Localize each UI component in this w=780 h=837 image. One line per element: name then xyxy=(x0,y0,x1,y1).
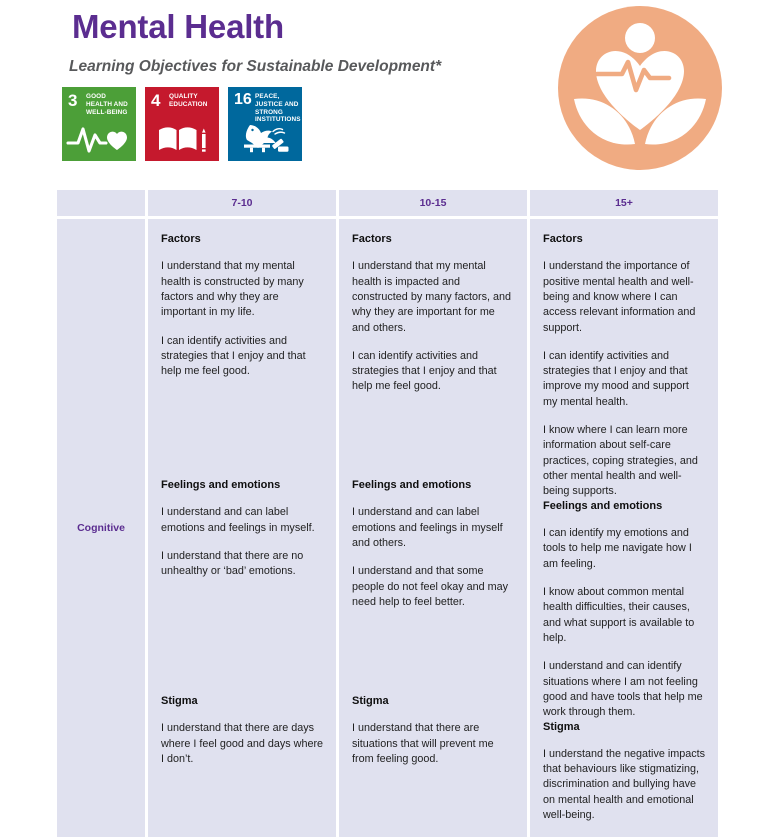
dove-gavel-icon xyxy=(228,117,302,157)
row-label-cognitive: Cognitive xyxy=(57,219,145,837)
table-row xyxy=(57,219,718,837)
section-paragraph: I can identify activities and strategies that I enjoy and that help me feel good. xyxy=(352,349,497,393)
sdg-badge-row xyxy=(62,87,302,161)
section-paragraph: I understand the negative impacts that behaviours like stigmatizing, discrimination and bullying have on mental health and emotional well-being. xyxy=(543,747,706,822)
section-paragraph: I can identify activities and strategies that I enjoy and that improve my mood and support my mental health. xyxy=(543,349,689,408)
table-header-corner xyxy=(57,190,145,216)
table-header-age-10-15: 10-15 xyxy=(339,190,527,216)
section-paragraph: I understand and that some people do not feel okay and may need help to feel better. xyxy=(352,565,509,608)
section-title: Feelings and emotions xyxy=(161,479,281,491)
section-stigma xyxy=(161,695,324,785)
section-feelings-and-emotions xyxy=(543,500,706,721)
section-paragraph: I know where I can learn more information about self-care practices, coping strategies, and other mental health and well-being supports. xyxy=(543,424,698,498)
section-title: Factors xyxy=(352,233,392,245)
section-paragraph: I understand that my mental health is constructed by many factors and why they are important in my life. xyxy=(161,260,304,319)
section-paragraph: I understand and can label emotions and feelings in myself. xyxy=(161,506,315,534)
section-feelings-and-emotions xyxy=(161,479,324,695)
section-paragraph: I can identify my emotions and tools to help me navigate how I am feeling. xyxy=(543,526,692,570)
sdg-badge-3 xyxy=(62,87,136,161)
section-factors xyxy=(352,233,515,479)
section-paragraph: I understand that there are situations that will prevent me from feeling good. xyxy=(352,722,494,765)
section-title: Factors xyxy=(161,233,201,245)
sdg-badge-3-label: GOOD HEALTH AND WELL-BEING xyxy=(86,93,128,116)
section-paragraph: I know about common mental health difficulties, their causes, and what support is available to help. xyxy=(543,585,695,644)
sdg-badge-4-number: 4 xyxy=(151,91,161,110)
section-factors xyxy=(543,233,706,500)
section-title: Feelings and emotions xyxy=(352,479,472,491)
section-paragraph: I can identify activities and strategies that I enjoy and that help me feel good. xyxy=(161,334,306,378)
section-paragraph: I understand that there are no unhealthy or ‘bad’ emotions. xyxy=(161,549,304,578)
section-title: Stigma xyxy=(352,695,389,707)
open-book-pencil-icon xyxy=(145,117,219,157)
heartbeat-heart-icon xyxy=(62,117,136,157)
cell-cognitive-7-10 xyxy=(148,219,336,837)
section-paragraph: I understand that there are days where I feel good and days where I don’t. xyxy=(161,722,324,765)
table-header-age-7-10: 7-10 xyxy=(148,190,336,216)
section-stigma xyxy=(352,695,515,785)
sdg-badge-16 xyxy=(228,87,302,161)
table-header-row xyxy=(57,190,718,216)
sdg-badge-4 xyxy=(145,87,219,161)
section-feelings-and-emotions xyxy=(352,479,515,695)
sdg-badge-16-number: 16 xyxy=(234,91,252,108)
sdg-badge-3-number: 3 xyxy=(68,91,78,110)
cell-cognitive-15-plus xyxy=(530,219,718,837)
section-paragraph: I understand and can label emotions and feelings in myself and others. xyxy=(352,506,503,549)
page-subtitle: Learning Objectives for Sustainable Development* xyxy=(69,58,442,75)
sdg-badge-16-label: PEACE, JUSTICE AND STRONG INSTITUTIONS xyxy=(255,93,301,124)
table-header-age-15-plus: 15+ xyxy=(530,190,718,216)
section-paragraph: I understand and can identify situations where I am not feeling good and have tools that help me work through them. xyxy=(543,660,703,719)
section-stigma xyxy=(543,721,706,824)
learning-objectives-table xyxy=(57,190,718,837)
section-title: Stigma xyxy=(543,720,580,733)
section-title: Stigma xyxy=(161,695,198,707)
section-factors xyxy=(161,233,324,479)
cell-cognitive-10-15 xyxy=(339,219,527,837)
page-header xyxy=(0,0,780,182)
section-paragraph: I understand that my mental health is impacted and constructed by many factors, and why they are important for me and others. xyxy=(352,260,512,334)
section-title: Feelings and emotions xyxy=(543,499,663,512)
section-title: Factors xyxy=(543,233,583,245)
page-title: Mental Health xyxy=(72,8,284,45)
section-paragraph: I understand the importance of positive mental health and well-being and know where I can access relevant information and support. xyxy=(543,260,696,334)
sdg-badge-4-label: QUALITY EDUCATION xyxy=(169,93,208,108)
mental-health-heart-leaf-logo xyxy=(556,4,724,172)
